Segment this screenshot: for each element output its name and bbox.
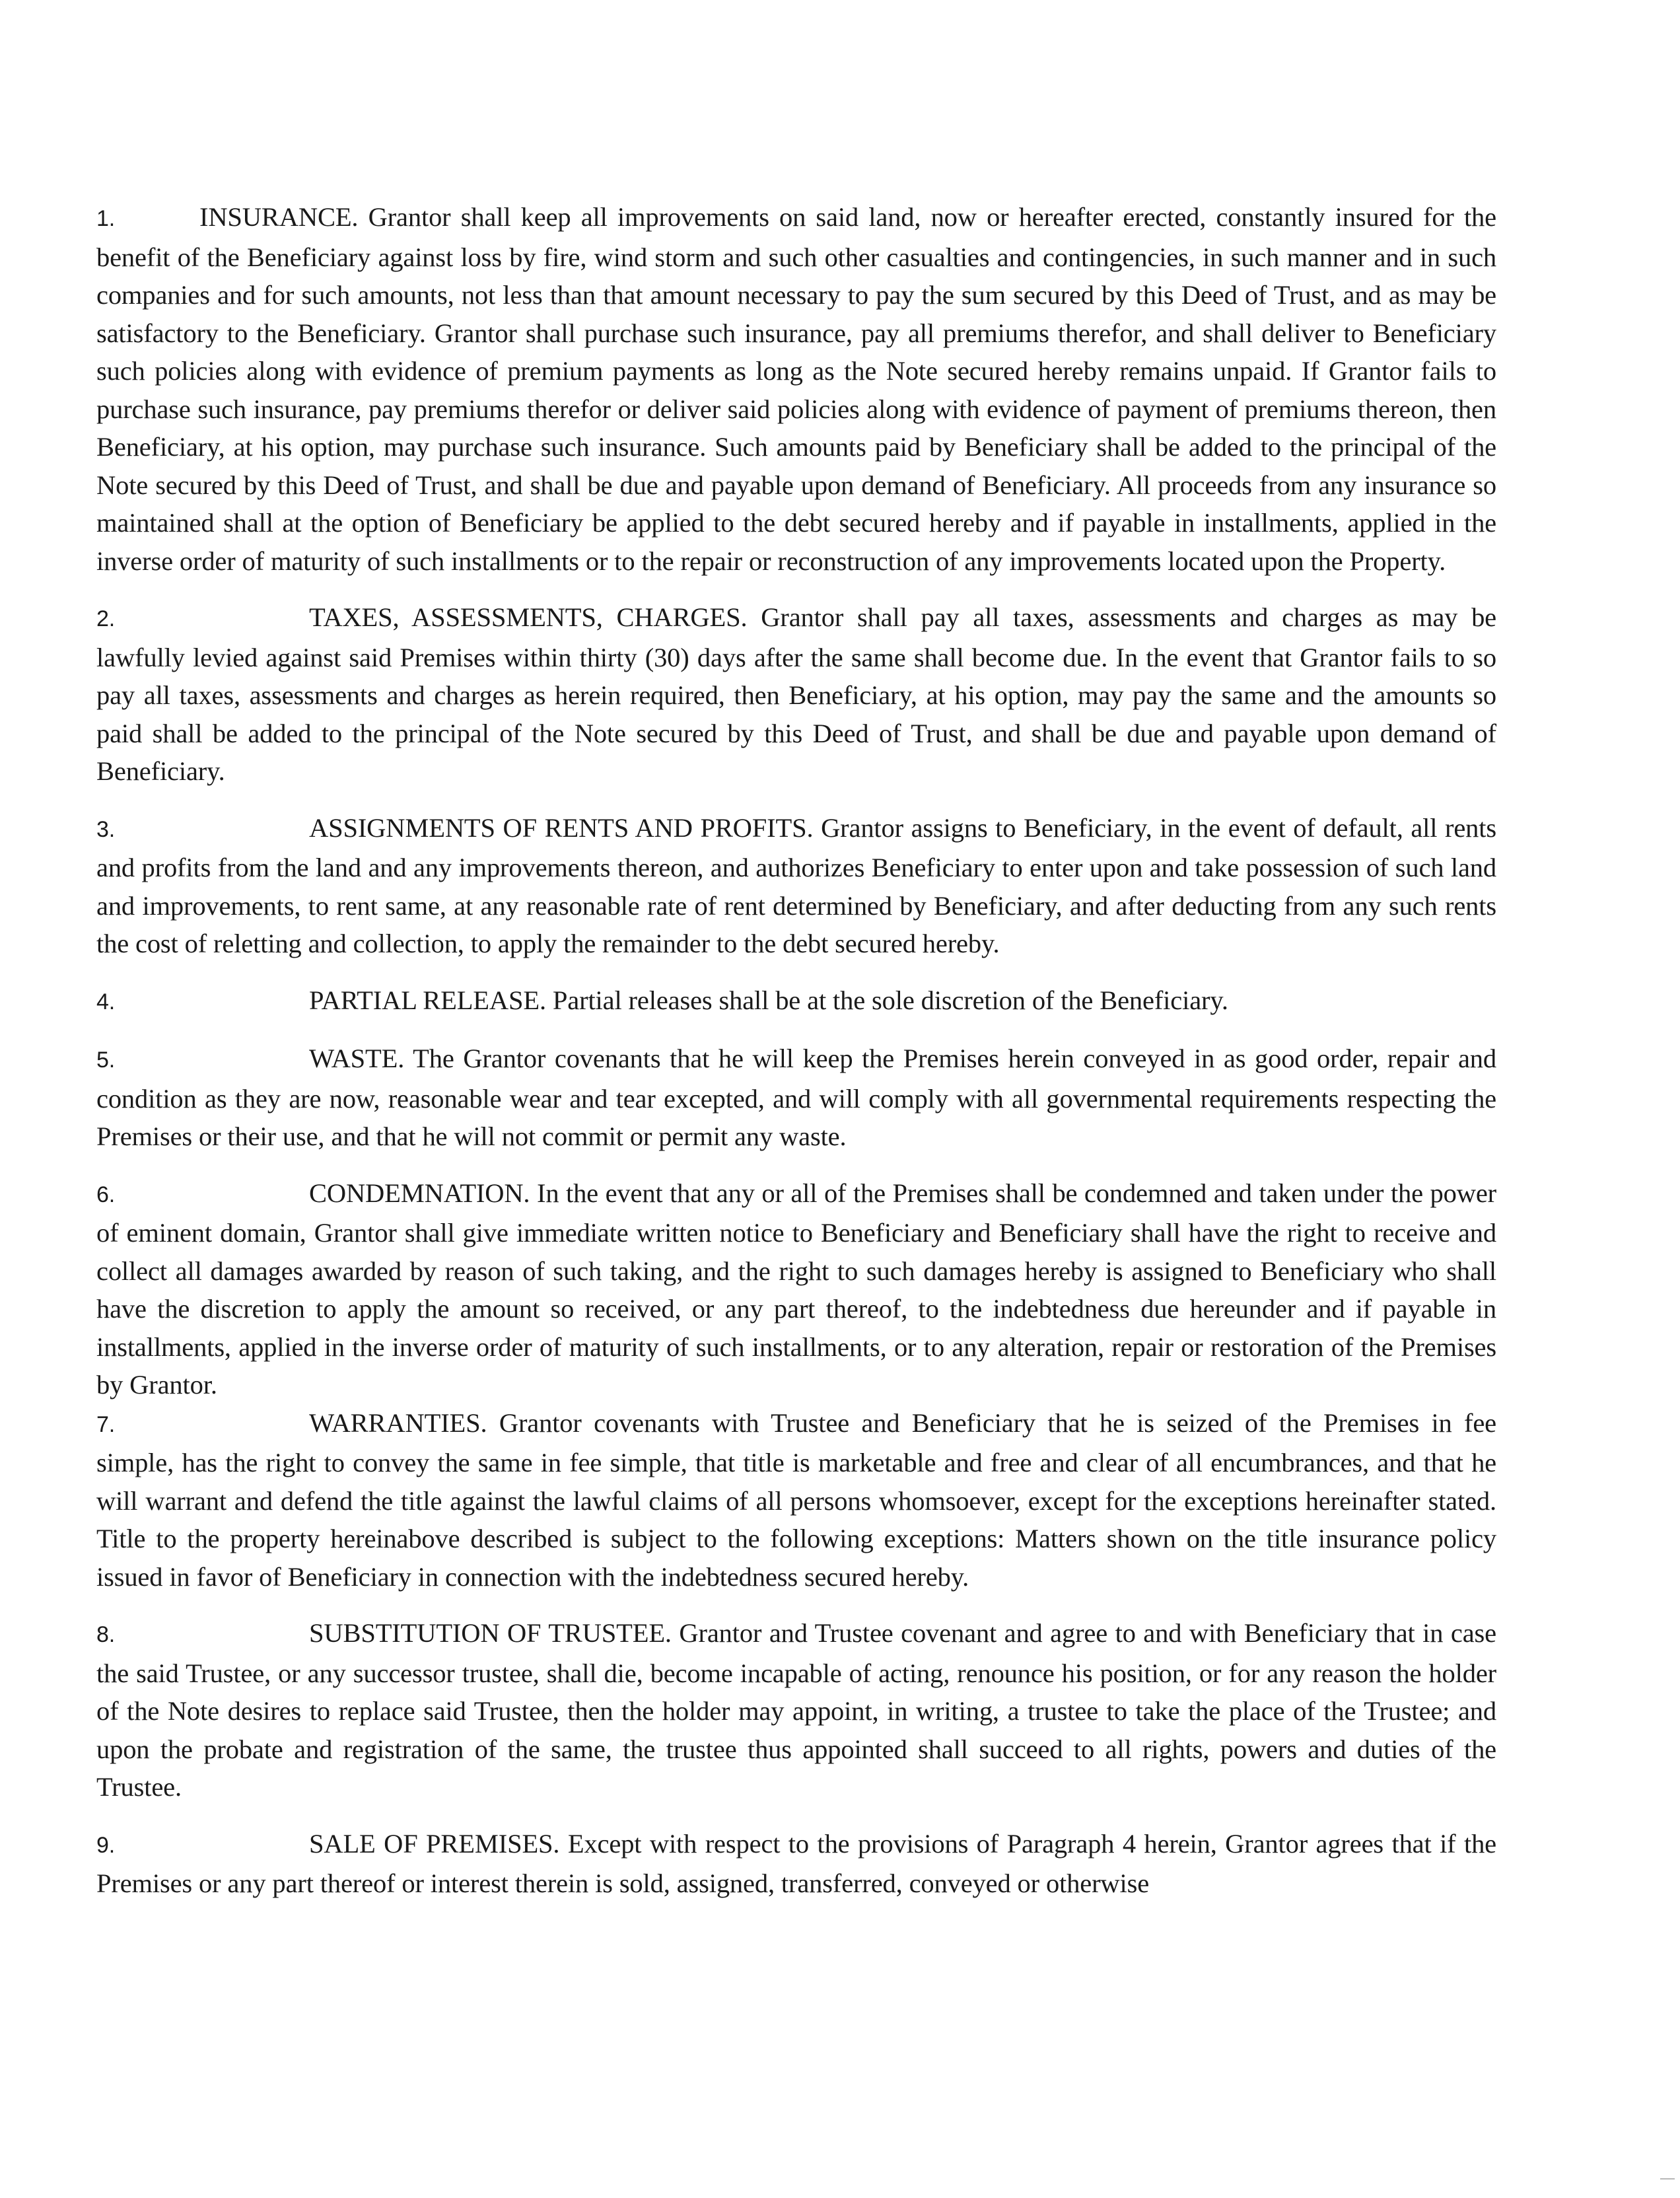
paragraph-heading: CONDEMNATION. (309, 1178, 530, 1208)
paragraph-number: 1. (96, 206, 116, 231)
paragraph-partial-release (96, 981, 1496, 1022)
paragraph-number: 9. (96, 1832, 116, 1858)
paragraph-number: 8. (96, 1622, 116, 1647)
paragraph-insurance (96, 198, 1496, 580)
paragraph-number: 6. (96, 1182, 116, 1207)
paragraph-warranties (96, 1404, 1496, 1596)
paragraph-number: 3. (96, 816, 116, 842)
paragraph-condemnation (96, 1174, 1496, 1404)
scan-edge-mark (1660, 2178, 1675, 2180)
paragraph-heading: PARTIAL RELEASE. (309, 985, 546, 1015)
paragraph-heading: ASSIGNMENTS OF RENTS AND PROFITS. (309, 812, 814, 843)
paragraph-heading: TAXES, ASSESSMENTS, CHARGES. (309, 602, 748, 632)
paragraph-body: Grantor shall keep all improvements on said land, now or hereafter erected, constantly insured for the benefit of the Beneficiary against loss by fire, wind storm and such other casualties and contingencies, in such manner and in such companies and for such amounts, not less than that amount necessary to pay the sum secured by this Deed of Trust, and as may be satisfactory to the Beneficiary. Grantor shall purchase such insurance, pay all premiums therefor, and shall deliver to Beneficiary such policies along with evidence of premium payments as long as the Note secured hereby remains unpaid. If Grantor fails to purchase such insurance, pay premiums therefor or deliver said policies along with evidence of payment of premiums thereon, then Beneficiary, at his option, may purchase such insurance. Such amounts paid by Beneficiary shall be added to the principal of the Note secured by this Deed of Trust, and shall be due and payable upon demand of Beneficiary. All proceeds from any insurance so maintained shall at the option of Beneficiary be applied to the debt secured hereby and if payable in installments, applied in the inverse order of maturity of such installments or to the repair or reconstruction of any improvements located upon the Property. (96, 202, 1496, 576)
paragraph-heading: SUBSTITUTION OF TRUSTEE. (309, 1618, 672, 1648)
paragraph-body: Grantor shall pay all taxes, assessments and charges as may be lawfully levied against said Premises within thirty (30) days after the same shall become due. In the event that Grantor fails to so pay all taxes, assessments and charges as herein required, then Beneficiary, at his option, may pay the same and the amounts so paid shall be added to the principal of the Note secured by this Deed of Trust, and shall be due and payable upon demand of Beneficiary. (96, 602, 1496, 786)
paragraph-body: Grantor and Trustee covenant and agree to and with Beneficiary that in case the said Trustee, or any successor trustee, shall die, become incapable of acting, renounce his position, or for any reason the holder of the Note desires to replace said Trustee, then the holder may appoint, in writing, a trustee to take the place of the Trustee; and upon the probate and registration of the same, the trustee thus appointed shall succeed to all rights, powers and duties of the Trustee. (96, 1618, 1496, 1802)
paragraph-heading: SALE OF PREMISES. (309, 1828, 560, 1859)
paragraph-number: 7. (96, 1411, 116, 1437)
paragraph-number: 5. (96, 1047, 116, 1073)
paragraph-body: Grantor covenants with Trustee and Beneficiary that he is seized of the Premises in fee simple, has the right to convey the same in fee simple, that title is marketable and free and clear of all encumbrances, and that he will warrant and defend the title against the lawful claims of all persons whomsoever, except for the exceptions hereinafter stated. Title to the property hereinabove described is subject to the following exceptions: Matters shown on the title insurance policy issued in favor of Beneficiary in connection with the indebtedness secured hereby. (96, 1407, 1496, 1592)
paragraph-body: Partial releases shall be at the sole discretion of the Beneficiary. (545, 985, 1228, 1015)
paragraph-body: The Grantor covenants that he will keep the Premises herein conveyed in as good order, repair and condition as they are now, reasonable wear and tear excepted, and will comply with all governmental requirements respecting the Premises or their use, and that he will not commit or permit any waste. (96, 1044, 1496, 1151)
document-page (96, 198, 1496, 1921)
paragraph-heading: INSURANCE. (199, 202, 359, 232)
paragraph-heading: WASTE. (309, 1044, 405, 1073)
paragraph-waste (96, 1040, 1496, 1156)
paragraph-assignments (96, 809, 1496, 963)
paragraph-body: Grantor assigns to Beneficiary, in the event of default, all rents and profits from the land and any improvements thereon, and authorizes Beneficiary to enter upon and take possession of such land and improvements, to rent same, at any reasonable rate of rent determined by Beneficiary, and after deducting from any such rents the cost of reletting and collection, to apply the remainder to the debt secured hereby. (96, 812, 1496, 958)
paragraph-body: In the event that any or all of the Premises shall be condemned and taken under the power of eminent domain, Grantor shall give immediate written notice to Beneficiary and Beneficiary shall have the right to receive and collect all damages awarded by reason of such taking, and the right to such damages hereby is assigned to Beneficiary who shall have the discretion to apply the amount so received, or any part thereof, to the indebtedness due hereunder and if payable in installments, applied in the inverse order of maturity of such installments, or to any alteration, repair or restoration of the Premises by Grantor. (96, 1178, 1496, 1400)
paragraph-body: Except with respect to the provisions of Paragraph 4 herein, Grantor agrees that if the Premises or any part thereof or interest therein is sold, assigned, transferred, conveyed or otherwise (96, 1828, 1496, 1898)
paragraph-number: 2. (96, 606, 116, 631)
paragraph-heading: WARRANTIES. (309, 1407, 487, 1438)
paragraph-sale-of-premises (96, 1825, 1496, 1903)
paragraph-taxes (96, 598, 1496, 791)
paragraph-number: 4. (96, 989, 116, 1014)
paragraph-substitution-of-trustee (96, 1614, 1496, 1806)
